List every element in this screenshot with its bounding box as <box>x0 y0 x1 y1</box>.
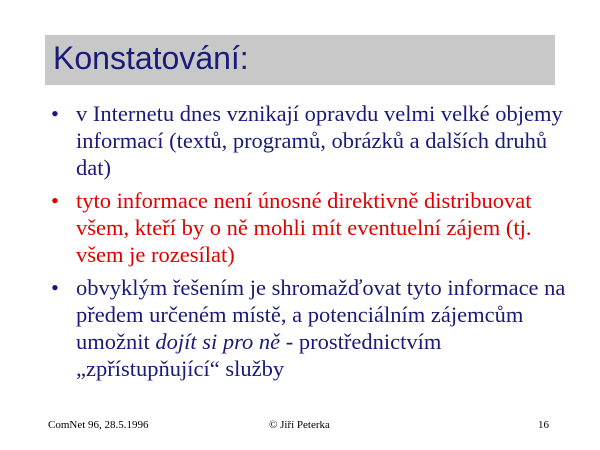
bullet-text-1: v Internetu dnes vznikají opravdu velmi velké objemy informací (textů, programů, obrázků a dalších druhů dat) <box>76 101 563 180</box>
bullet-item-3 <box>50 274 570 382</box>
bullet-dot-icon: • <box>51 275 59 300</box>
bullet-item-2 <box>50 187 570 268</box>
bullet-text-3-italic: dojít si pro ně <box>155 329 281 354</box>
footer-author: © Jiří Peterka <box>269 419 330 431</box>
bullet-list <box>50 100 570 388</box>
bullet-dot-icon: • <box>51 101 59 126</box>
bullet-text-2: tyto informace není únosné direktivně distribuovat všem, kteří by o ně mohli mít eventuelní zájem (tj. všem je rozesílat) <box>76 188 532 267</box>
slide-title-bar <box>45 35 555 85</box>
bullet-item-1 <box>50 100 570 181</box>
bullet-text-3-end: - prostřednictvím „zpřístupňující“ služby <box>76 329 442 381</box>
footer-page-number: 16 <box>538 419 549 431</box>
bullet-text-3-start: obvyklým řešením je shromažďovat tyto informace na předem určeném místě, a potenciálním zájemcům umožnit <box>76 275 566 354</box>
slide-title: Konstatování: <box>53 40 249 76</box>
bullet-dot-icon: • <box>51 188 59 213</box>
footer-conference-date: ComNet 96, 28.5.1996 <box>48 419 149 431</box>
